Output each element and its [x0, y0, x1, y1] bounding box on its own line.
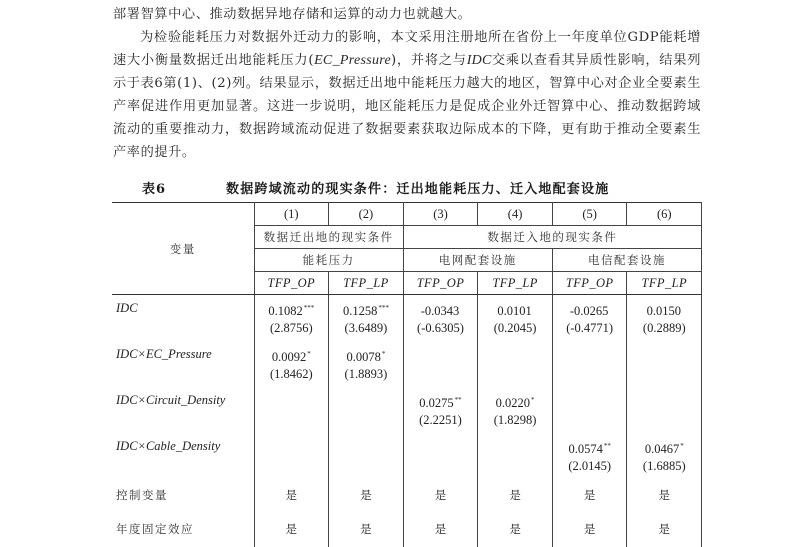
cell: 是	[478, 479, 553, 513]
cell: 0.0150 (0.2889)	[627, 295, 702, 342]
col-number: (5)	[552, 203, 627, 226]
row-label: 控制变量	[112, 479, 254, 513]
table-row-controls	[112, 479, 702, 513]
paragraph-2-part-c: 交乘以查看其异质性影响，结果列示于表6第(1)、(2)列。结果显示，数据迁出地中能耗压力越大的地区，智算中心对企业全要素生产率促进作用更加显著。这进一步说明，地区能耗压力是促成企业外迁智算中心、推动数据跨域流动的重要推动力，数据跨域流动促进了数据要素获取边际成本的下降，更有助于推动全要素生产率的提升。	[113, 53, 701, 160]
variable-header: 变量	[112, 203, 254, 295]
paragraph-2-part-b: )，并将之与	[391, 53, 467, 68]
cell: 是	[254, 513, 329, 547]
dep-var: TFP_OP	[403, 272, 478, 295]
cell: 0.0467* (1.6885)	[627, 433, 702, 479]
subgroup-grid-facilities: 电网配套设施	[403, 249, 552, 272]
subgroup-telecom-facilities: 电信配套设施	[552, 249, 701, 272]
cell: 是	[329, 513, 404, 547]
table-title: 数据跨域流动的现实条件：迁出地能耗压力、迁入地配套设施	[226, 182, 610, 197]
subgroup-energy-pressure: 能耗压力	[254, 249, 403, 272]
cell: 0.0275** (2.2251)	[403, 387, 478, 433]
col-number: (3)	[403, 203, 478, 226]
paragraph-1: 部署智算中心、推动数据异地存储和运算的动力也就越大。	[113, 7, 472, 22]
row-label: IDC×Cable_Density	[112, 433, 254, 479]
cell	[403, 341, 478, 387]
cell: 0.1082*** (2.8756)	[254, 295, 329, 342]
table-row	[112, 295, 702, 342]
cell	[329, 387, 404, 433]
table-row	[112, 387, 702, 433]
cell	[254, 433, 329, 479]
cell: 是	[403, 513, 478, 547]
col-number: (2)	[329, 203, 404, 226]
cell	[254, 387, 329, 433]
dep-var: TFP_LP	[478, 272, 553, 295]
cell	[627, 341, 702, 387]
cell: 0.0092* (1.8462)	[254, 341, 329, 387]
cell: 是	[403, 479, 478, 513]
cell: -0.0265 (-0.4771)	[552, 295, 627, 342]
table-caption	[112, 178, 702, 198]
cell	[403, 433, 478, 479]
body-text	[113, 3, 701, 164]
cell	[478, 341, 553, 387]
cell	[478, 433, 553, 479]
table-row-year-fe	[112, 513, 702, 547]
group-header-inflow: 数据迁入地的现实条件	[403, 226, 701, 249]
cell: 是	[627, 479, 702, 513]
paragraph-2-part-a: 为检验能耗压力对数据外迁动力的影响，本文采用注册地所在省份上一年度单位GDP能耗增速大小衡量数据迁出地能耗压力(	[113, 30, 701, 68]
col-number: (6)	[627, 203, 702, 226]
cell: 是	[478, 513, 553, 547]
cell: 是	[254, 479, 329, 513]
row-label: 年度固定效应	[112, 513, 254, 547]
table-number: 表6	[142, 182, 167, 197]
dep-var: TFP_OP	[552, 272, 627, 295]
cell: -0.0343 (-0.6305)	[403, 295, 478, 342]
col-number: (4)	[478, 203, 553, 226]
table-row	[112, 341, 702, 387]
cell	[552, 387, 627, 433]
group-header-outflow: 数据迁出地的现实条件	[254, 226, 403, 249]
dep-var: TFP_LP	[627, 272, 702, 295]
cell	[329, 433, 404, 479]
cell: 0.1258*** (3.6489)	[329, 295, 404, 342]
variable-ec-pressure: EC_Pressure	[314, 53, 392, 68]
row-label: IDC×Circuit_Density	[112, 387, 254, 433]
cell: 0.0574** (2.0145)	[552, 433, 627, 479]
table-row	[112, 433, 702, 479]
cell: 是	[329, 479, 404, 513]
dep-var: TFP_OP	[254, 272, 329, 295]
header-row-col-numbers	[112, 203, 702, 226]
variable-idc: IDC	[466, 53, 492, 68]
row-label: IDC	[112, 295, 254, 342]
cell: 是	[627, 513, 702, 547]
cell: 0.0220* (1.8298)	[478, 387, 553, 433]
cell: 是	[552, 513, 627, 547]
cell: 0.0078* (1.8893)	[329, 341, 404, 387]
col-number: (1)	[254, 203, 329, 226]
row-label: IDC×EC_Pressure	[112, 341, 254, 387]
cell	[627, 387, 702, 433]
cell: 是	[552, 479, 627, 513]
paragraph-2	[113, 26, 701, 164]
regression-table	[112, 202, 702, 547]
dep-var: TFP_LP	[329, 272, 404, 295]
cell	[552, 341, 627, 387]
cell: 0.0101 (0.2045)	[478, 295, 553, 342]
